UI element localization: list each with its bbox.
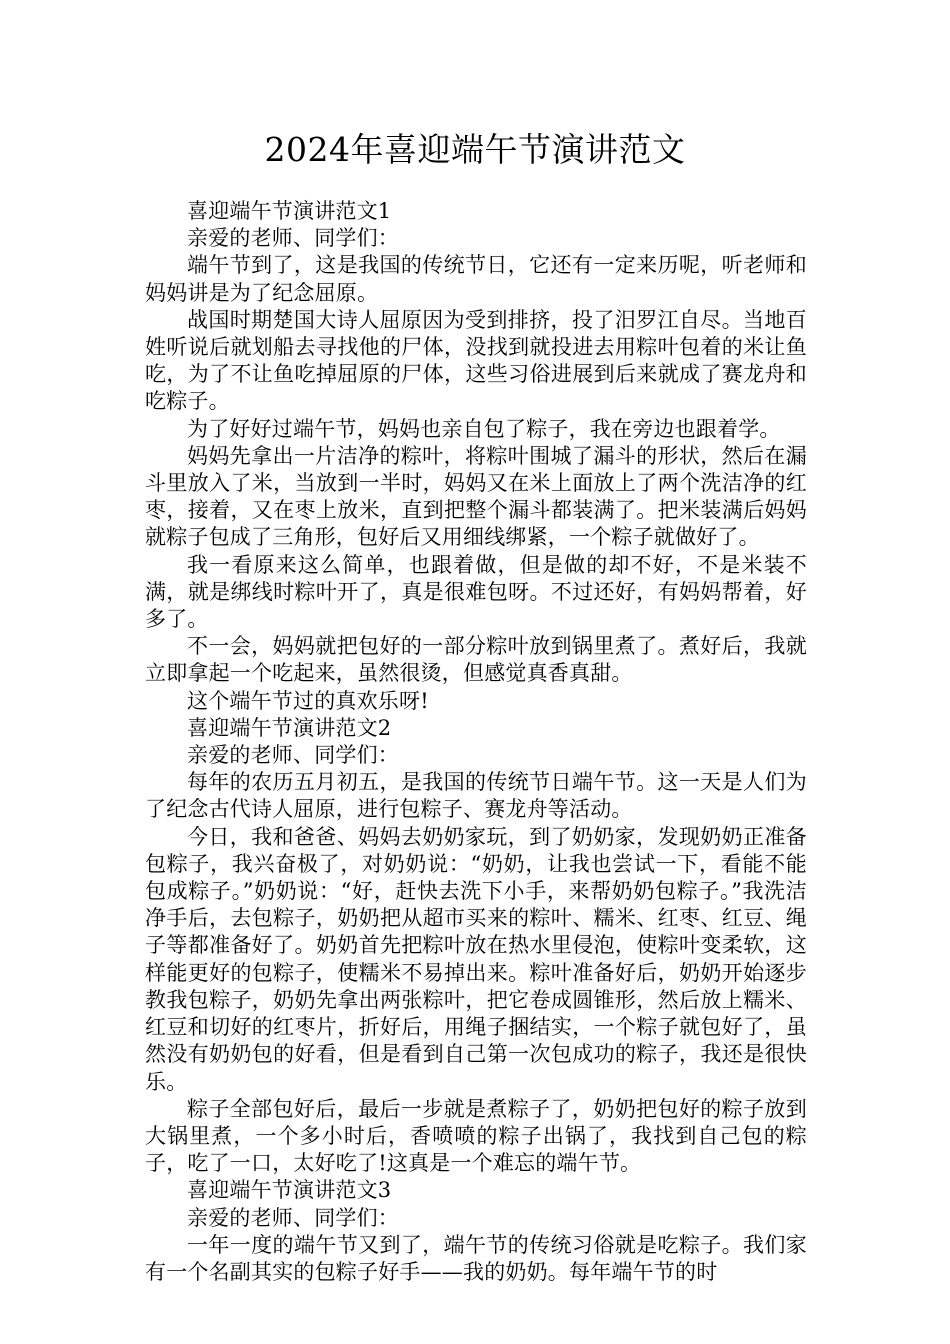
salutation: 亲爱的老师、同学们： bbox=[187, 226, 399, 251]
paragraph: 战国时期楚国大诗人屈原因为受到排挤，投了汨罗江自尽。当地百姓听说后就划船去寻找他的尸体，没找到就投进去用粽叶包着的米让鱼吃，为了不让鱼吃掉屈原的尸体，这些习俗进展到后来就成了赛龙舟和吃粽子。 bbox=[145, 307, 807, 414]
paragraph: 端午节到了，这是我国的传统节日，它还有一定来历呢，听老师和妈妈讲是为了纪念屈原。 bbox=[145, 253, 807, 305]
paragraph: 我一看原来这么简单，也跟着做，但是做的却不好，不是米装不满，就是绑线时粽叶开了，真是很难包呀。不过还好，有妈妈帮着，好多了。 bbox=[145, 552, 807, 632]
paragraph: 一年一度的端午节又到了，端午节的传统习俗就是吃粽子。我们家有一个名副其实的包粽子好手——我的奶奶。每年端午节的时 bbox=[145, 1232, 807, 1284]
paragraph: 这个端午节过的真欢乐呀! bbox=[187, 688, 429, 713]
paragraph: 为了好好过端午节，妈妈也亲自包了粽子，我在旁边也跟着学。 bbox=[187, 416, 781, 441]
document-body bbox=[145, 198, 807, 1286]
salutation: 亲爱的老师、同学们： bbox=[187, 1205, 399, 1230]
paragraph: 不一会，妈妈就把包好的一部分粽叶放到锅里煮了。煮好后，我就立即拿起一个吃起来，虽然很烫，但感觉真香真甜。 bbox=[145, 634, 807, 686]
paragraph: 妈妈先拿出一片洁净的粽叶，将粽叶围城了漏斗的形状，然后在漏斗里放入了米，当放到一半时，妈妈又在米上面放上了两个洗洁净的红枣，接着，又在枣上放米，直到把整个漏斗都装满了。把米装满后妈妈就粽子包成了三角形，包好后又用细线绑紧，一个粽子就做好了。 bbox=[145, 443, 807, 550]
paragraph: 今日，我和爸爸、妈妈去奶奶家玩，到了奶奶家，发现奶奶正准备包粽子，我兴奋极了，对奶奶说：“奶奶，让我也尝试一下，看能不能包成粽子。”奶奶说：“好，赶快去洗下小手，来帮奶奶包粽子。”我洗洁净手后，去包粽子，奶奶把从超市买来的粽叶、糯米、红枣、红豆、绳子等都准备好了。奶奶首先把粽叶放在热水里侵泡，使粽叶变柔软，这样能更好的包粽子，使糯米不易掉出来。粽叶准备好后，奶奶开始逐步教我包粽子，奶奶先拿出两张粽叶，把它卷成圆锥形，然后放上糯米、红豆和切好的红枣片，折好后，用绳子捆结实，一个粽子就包好了，虽然没有奶奶包的好看，但是看到自己第一次包成功的粽子，我还是很快乐。 bbox=[145, 824, 807, 1094]
salutation: 亲爱的老师、同学们： bbox=[187, 743, 399, 768]
document-title: 2024年喜迎端午节演讲范文 bbox=[264, 130, 686, 169]
section-heading-3: 喜迎端午节演讲范文3 bbox=[187, 1178, 392, 1203]
section-heading-1: 喜迎端午节演讲范文1 bbox=[187, 199, 392, 223]
paragraph: 每年的农历五月初五，是我国的传统节日端午节。这一天是人们为了纪念古代诗人屈原，进行包粽子、赛龙舟等活动。 bbox=[145, 770, 807, 822]
paragraph: 粽子全部包好后，最后一步就是煮粽子了，奶奶把包好的粽子放到大锅里煮，一个多小时后，香喷喷的粽子出锅了，我找到自己包的粽子，吃了一口，太好吃了!这真是一个难忘的端午节。 bbox=[145, 1096, 807, 1176]
section-heading-2: 喜迎端午节演讲范文2 bbox=[187, 715, 392, 740]
